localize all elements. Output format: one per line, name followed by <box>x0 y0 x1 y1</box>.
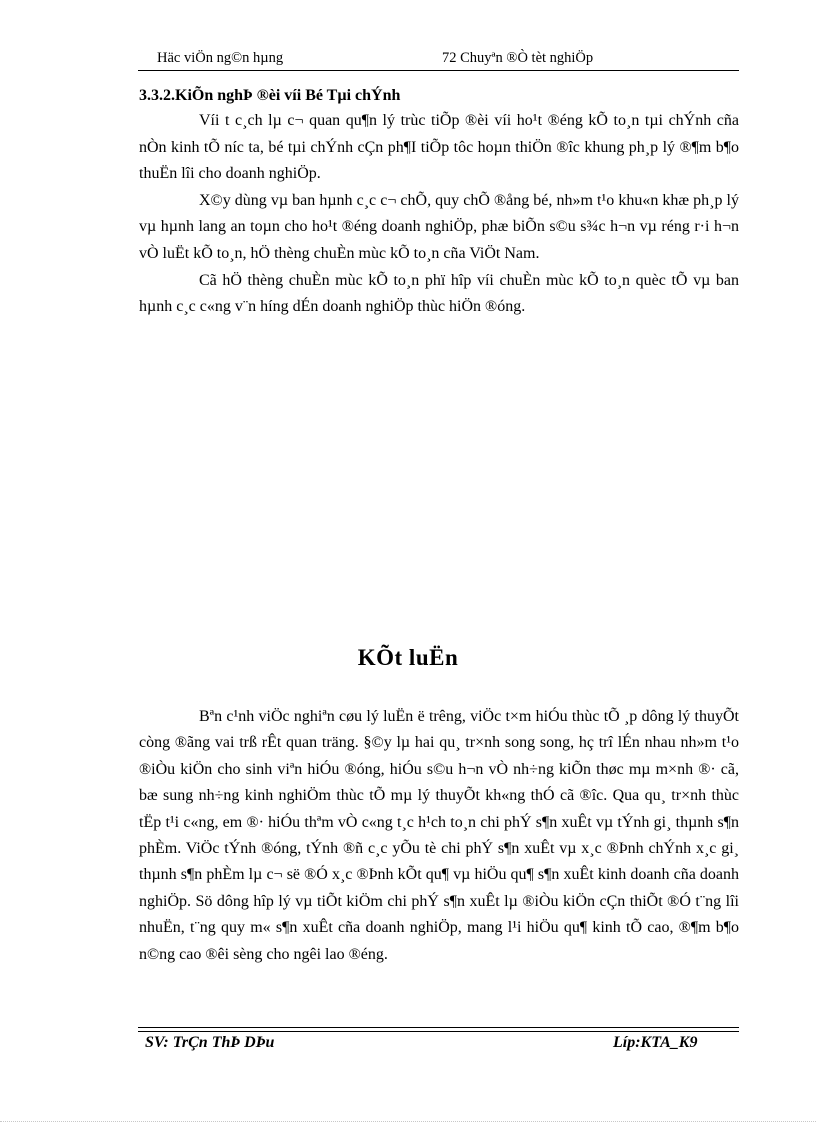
paragraph: Víi t c¸ch lµ c¬ quan qu¶n lý trùc tiÕp ®èi víi ho¹t ®éng kÕ to¸n tµi chÝnh cña nÒn kinh tÕ níc ta, bé tµi chÝnh cÇn ph¶I tiÕp tôc hoµn thiÖn ®îc khung ph¸p lý ®¶m b¶o thuËn lîi cho doanh nghiÖp. <box>139 112 739 183</box>
paragraph: Cã hÖ thèng chuÈn mùc kÕ to¸n phï hîp víi chuÈn mùc kÕ to¸n quèc tÕ vµ ban hµnh c¸c c«ng v¨n híng dÉn doanh nghiÖp thùc hiÖn ®óng. <box>139 271 739 316</box>
section-body <box>139 108 739 321</box>
footer-student: SV: TrÇn ThÞ DÞu <box>145 1034 275 1051</box>
footer-divider <box>138 1031 739 1032</box>
page-edge <box>0 1121 816 1122</box>
header-left: Häc viÖn ng©n hµng <box>157 50 284 66</box>
footer-divider <box>138 1027 739 1028</box>
conclusion-body <box>139 704 739 968</box>
paragraph: X©y dùng vµ ban hµnh c¸c c¬ chÕ, quy chÕ ®ång bé, nh»m t¹o khu«n khæ ph¸p lý vµ hµnh lang an toµn cho ho¹t ®éng doanh nghiÖp, phæ biÕn s©u s¾c h¬n vµ réng r·i h¬n vÒ luËt kÕ to¸n, hÖ thèng chuÈn mùc kÕ to¸n cña ViÖt Nam. <box>139 191 739 262</box>
paragraph: Bªn c¹nh viÖc nghiªn cøu lý luËn ë trêng, viÖc t×m hiÓu thùc tÕ ¸p dông lý thuyÕt còng ®ãng vai trß rÊt quan träng. §©y lµ hai qu¸ tr×nh song song, hç trî lÉn nhau nh»m t¹o ®iÒu kiÖn cho sinh viªn hiÓu ®óng, hiÓu s©u h¬n vÒ nh÷ng kiÕn thøc mµ m×nh ®· cã, bæ sung nh÷ng kinh nghiÖm thùc tÕ mµ lý thuyÕt kh«ng thÓ cã ®îc. Qua qu¸ tr×nh thùc tËp t¹i c«ng, em ®· hiÓu thªm vÒ c«ng t¸c h¹ch to¸n chi phÝ s¶n xuÊt vµ tÝnh gi¸ thµnh s¶n phÈm. ViÖc tÝnh ®óng, tÝnh ®ñ c¸c yÕu tè chi phÝ s¶n xuÊt vµ x¸c ®Þnh chÝnh x¸c gi¸ thµnh s¶n phÈm lµ c¬ së ®Ó x¸c ®Þnh kÕt qu¶ vµ hiÖu qu¶ s¶n xuÊt kinh doanh cña doanh nghiÖp. Sö dông hîp lý vµ tiÕt kiÖm chi phÝ s¶n xuÊt lµ ®iÒu kiÖn cÇn thiÕt ®Ó t¨ng lîi nhuËn, t¨ng quy m« s¶n xuÊt cña doanh nghiÖp, mang l¹i hiÖu qu¶ kinh tÕ cao, ®¶m b¶o n©ng cao ®êi sèng cho ngêi lao ®éng. <box>139 708 739 963</box>
footer-class: Líp:KTA_K9 <box>613 1034 698 1051</box>
header-right: 72 Chuyªn ®Ò tèt nghiÖp <box>442 50 594 66</box>
conclusion-title: KÕt luËn <box>357 645 459 670</box>
header-divider <box>138 70 739 71</box>
section-title: 3.3.2.KiÕn nghÞ ®èi víi Bé Tµi chÝnh <box>139 87 401 104</box>
